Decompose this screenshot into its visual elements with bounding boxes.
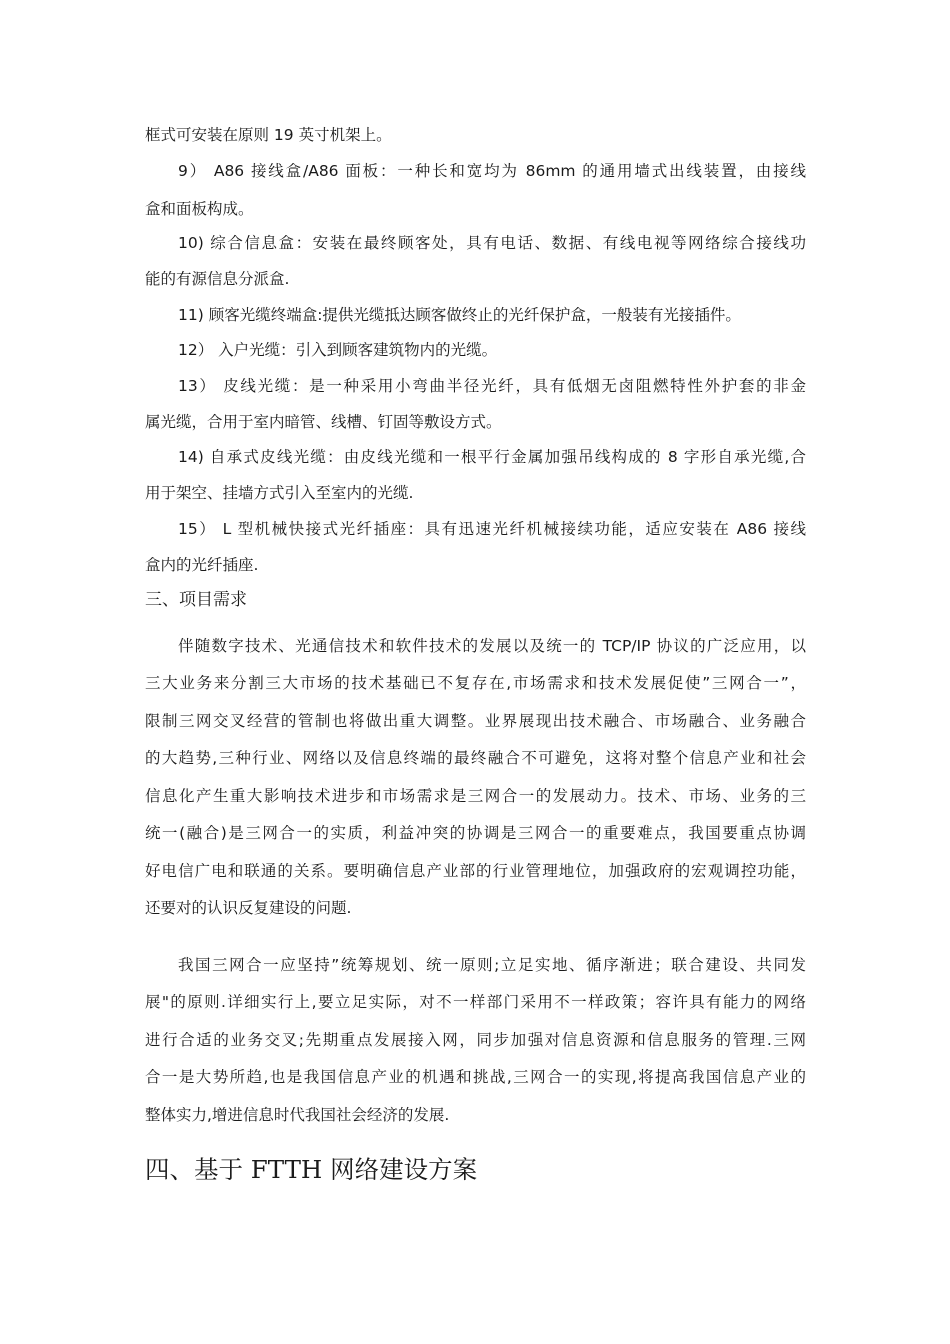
text-line: 盒内的光纤插座. <box>145 556 259 574</box>
list-item-9: 9） A86 接线盒/A86 面板：一种长和宽均为 86mm 的通用墙式出线装置，由接线 <box>178 162 806 180</box>
paragraph-line: 我国三网合一应坚持”统筹规划、统一原则;立足实地、循序渐进；联合建设、共同发 <box>178 956 806 974</box>
paragraph-line: 统一(融合)是三网合一的实质，利益冲突的协调是三网合一的重要难点，我国要重点协调 <box>145 824 806 842</box>
paragraph-line: 还要对的认识反复建设的问题. <box>145 899 352 917</box>
paragraph-line: 展"的原则.详细实行上,要立足实际，对不一样部门采用不一样政策；容许具有能力的网络 <box>145 993 806 1011</box>
list-item-10: 10) 综合信息盒：安装在最终顾客处，具有电话、数据、有线电视等网络综合接线功 <box>178 234 806 252</box>
list-item-14: 14) 自承式皮线光缆：由皮线光缆和一根平行金属加强吊线构成的 8 字形自承光缆,合 <box>178 448 806 466</box>
text-line: 能的有源信息分派盒. <box>145 270 290 288</box>
paragraph-line: 整体实力,增进信息时代我国社会经济的发展. <box>145 1106 450 1124</box>
paragraph-line: 进行合适的业务交叉;先期重点发展接入网，同步加强对信息资源和信息服务的管理.三网 <box>145 1031 806 1049</box>
text-line: 盒和面板构成。 <box>145 200 254 218</box>
list-item-11: 11) 顾客光缆终端盒:提供光缆抵达顾客做终止的光纤保护盒，一般装有光接插件。 <box>178 306 741 324</box>
section-heading-4: 四、基于 FTTH 网络建设方案 <box>145 1155 478 1184</box>
text-line: 框式可安装在原则 19 英寸机架上。 <box>145 126 392 144</box>
list-item-15: 15） L 型机械快接式光纤插座：具有迅速光纤机械接续功能，适应安装在 A86 接线 <box>178 520 806 538</box>
paragraph-line: 三大业务来分割三大市场的技术基础已不复存在,市场需求和技术发展促使”三网合一”， <box>145 674 806 692</box>
paragraph-line: 合一是大势所趋,也是我国信息产业的机遇和挑战,三网合一的实现,将提高我国信息产业的 <box>145 1068 806 1086</box>
paragraph-line: 好电信广电和联通的关系。要明确信息产业部的行业管理地位，加强政府的宏观调控功能， <box>145 862 806 880</box>
paragraph-line: 的大趋势,三种行业、网络以及信息终端的最终融合不可避免，这将对整个信息产业和社会 <box>145 749 806 767</box>
paragraph-line: 限制三网交叉经营的管制也将做出重大调整。业界展现出技术融合、市场融合、业务融合 <box>145 712 806 730</box>
list-item-12: 12） 入户光缆：引入到顾客建筑物内的光缆。 <box>178 341 498 359</box>
list-item-13: 13） 皮线光缆：是一种采用小弯曲半径光纤，具有低烟无卤阻燃特性外护套的非金 <box>178 377 806 395</box>
paragraph-line: 伴随数字技术、光通信技术和软件技术的发展以及统一的 TCP/IP 协议的广泛应用，以 <box>178 637 806 655</box>
text-line: 属光缆，合用于室内暗管、线槽、钉固等敷设方式。 <box>145 413 502 431</box>
text-line: 用于架空、挂墙方式引入至室内的光缆. <box>145 484 414 502</box>
paragraph-line: 信息化产生重大影响技术进步和市场需求是三网合一的发展动力。技术、市场、业务的三 <box>145 787 806 805</box>
section-heading-3: 三、项目需求 <box>145 590 247 610</box>
